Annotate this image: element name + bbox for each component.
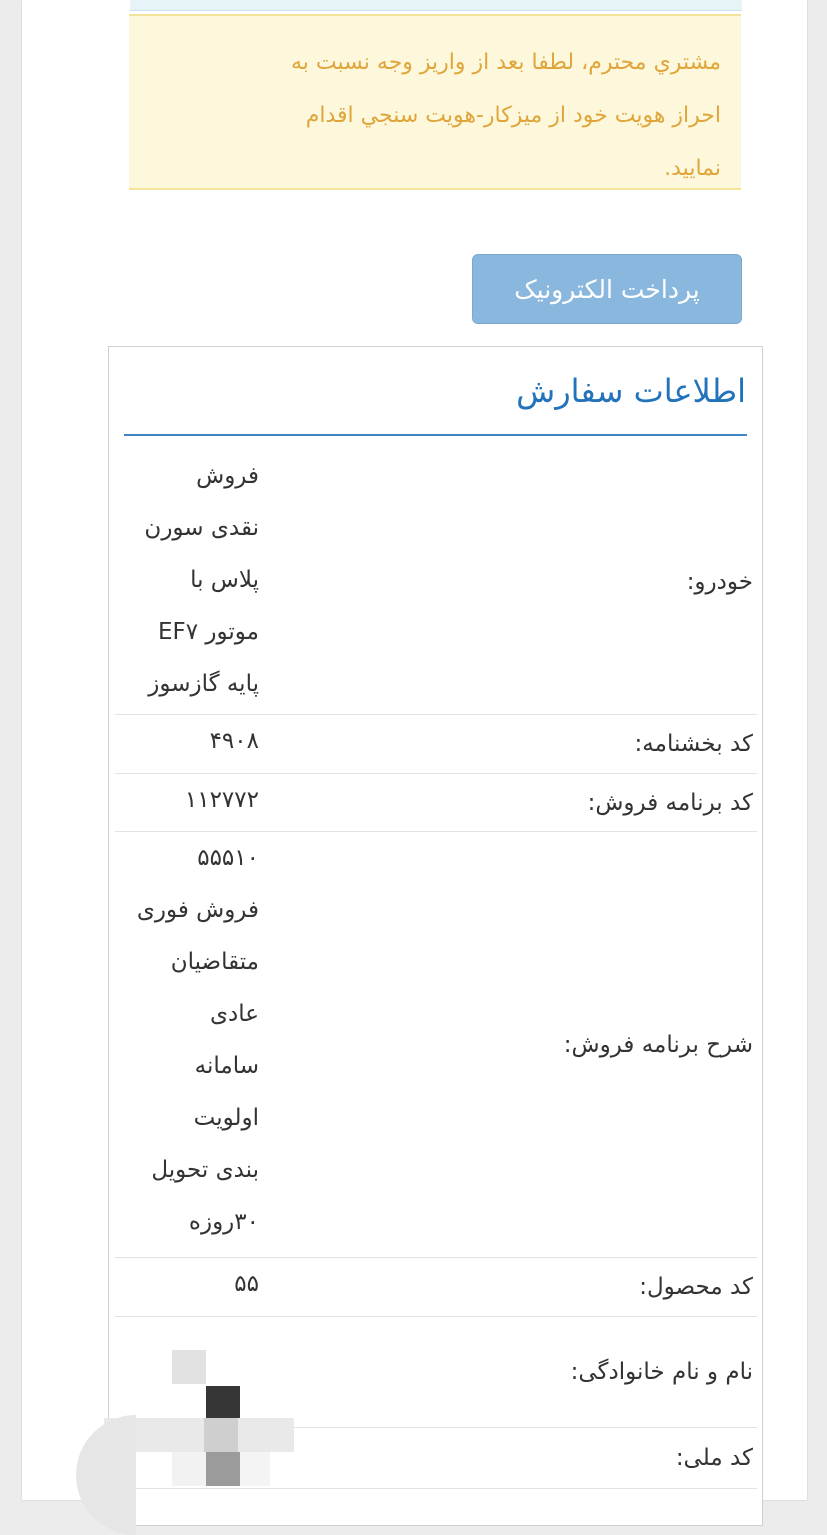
identity-verification-notice [129,14,741,190]
row-label: کد بخشنامه: [634,731,753,757]
value-line: اولویت [193,1105,259,1131]
value-line: سامانه [194,1053,259,1079]
row-sales-program-code [115,774,757,832]
electronic-payment-button[interactable]: پرداخت الکترونیک [472,254,742,324]
value-line: بندی تحویل [151,1157,259,1183]
value-line: ۴۹۰۸ [209,728,259,754]
value-line: فروش فوری [136,897,259,923]
order-info-panel [108,346,763,1526]
value-line: فروش [196,463,259,489]
row-vehicle [115,450,757,715]
value-line: موتور EF۷ [157,619,259,645]
row-label: نام و نام خانوادگی: [570,1359,753,1385]
value-line: پلاس با [190,567,259,593]
row-sales-program-description [115,832,757,1258]
row-circular-code [115,715,757,774]
row-value [121,774,259,826]
value-line: نقدی سورن [144,515,259,541]
value-line: ۵۵۵۱۰ [197,845,259,871]
row-value [121,715,259,767]
value-line: متقاضیان [170,949,259,975]
row-label: کد ملی: [675,1445,753,1471]
row-label: شرح برنامه فروش: [563,1031,753,1058]
notice-line: مشتري محترم، لطفا بعد از واريز وجه نسبت به [291,50,721,75]
page-content [22,0,807,1500]
row-label: کد محصول: [639,1274,753,1300]
value-line: پایه گازسوز [148,671,259,697]
value-line: ۳۰روزه [188,1209,259,1235]
notice-line: نماييد. [664,156,721,181]
value-line: ۱۱۲۷۷۲ [184,787,259,813]
previous-alert-edge [130,0,742,11]
notice-line: احراز هويت خود از ميزكار-هويت سنجي اقدام [305,103,721,128]
value-line: ۵۵ [234,1271,259,1297]
row-value [121,1258,259,1310]
row-value [121,832,259,1248]
panel-title: اطلاعات سفارش [516,372,746,410]
row-product-code [115,1258,757,1317]
row-value [121,450,259,710]
title-divider [124,434,747,436]
row-label: کد برنامه فروش: [587,789,753,816]
row-label: خودرو: [686,569,753,595]
value-line: عادی [210,1001,259,1027]
